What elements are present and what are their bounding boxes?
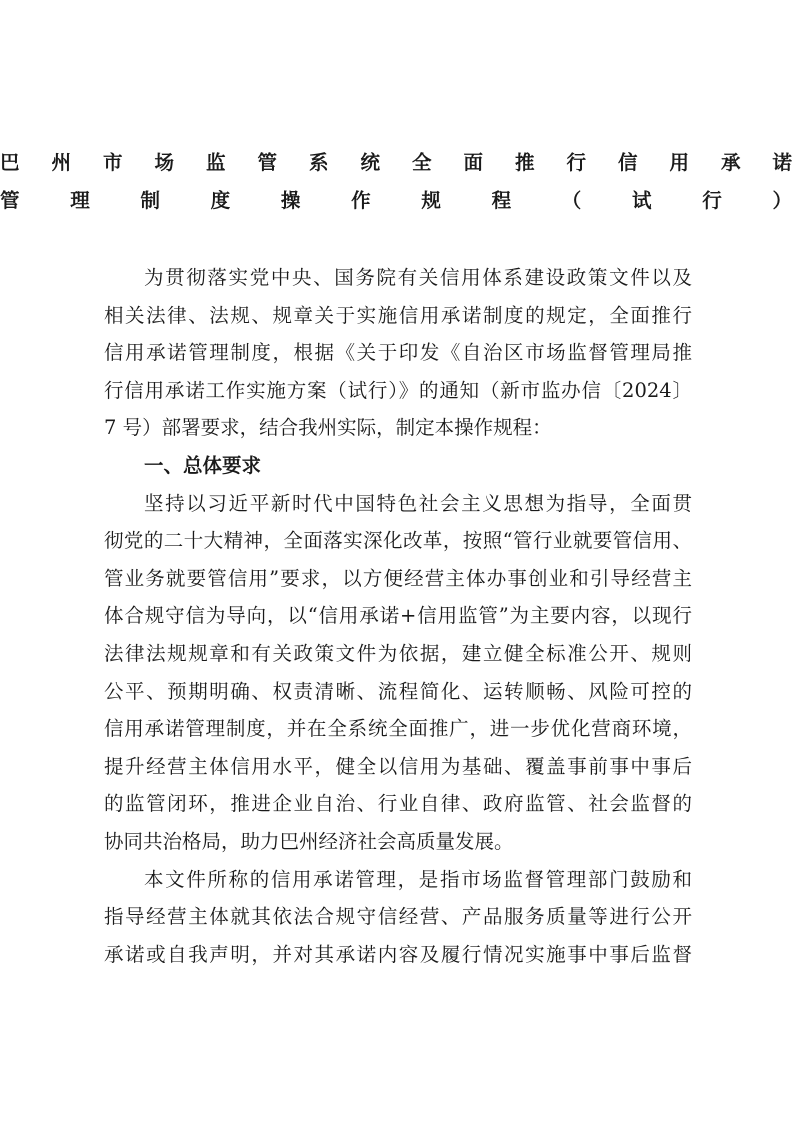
paragraph-line: 承诺或自我声明，并对其承诺内容及履行情况实施事中事后监督 <box>104 942 692 966</box>
title-line-1: 巴州市场监管系统全面推行信用承诺 <box>0 151 793 174</box>
paragraph-line: 提升经营主体信用水平，健全以信用为基础、覆盖事前事中事后 <box>104 754 692 778</box>
paragraph-general-requirements <box>104 485 692 861</box>
paragraph-line: 彻党的二十大精神，全面落实深化改革，按照“管行业就要管信用、 <box>104 529 692 553</box>
paragraph-line: 公平、预期明确、权责清晰、流程简化、运转顺畅、风险可控的 <box>104 679 692 703</box>
intro-paragraph <box>104 259 692 447</box>
document-body <box>104 259 692 973</box>
paragraph-line: 坚持以习近平新时代中国特色社会主义思想为指导，全面贯 <box>144 491 692 515</box>
paragraph-line: 的监管闭环，推进企业自治、行业自律、政府监管、社会监督的 <box>104 792 692 816</box>
paragraph-line: 指导经营主体就其依法合规守信经营、产品服务质量等进行公开 <box>104 905 692 929</box>
paragraph-definition <box>104 861 692 974</box>
document-title <box>0 144 793 219</box>
paragraph-line: 本文件所称的信用承诺管理，是指市场监督管理部门鼓励和 <box>144 867 692 891</box>
intro-line: 信用承诺管理制度，根据《关于印发《自治区市场监督管理局推 <box>104 341 692 365</box>
intro-line: 为贯彻落实党中央、国务院有关信用体系建设政策文件以及 <box>144 266 692 289</box>
paragraph-line: 法律法规规章和有关政策文件为依据，建立健全标准公开、规则 <box>104 641 692 665</box>
paragraph-line: 管业务就要管信用”要求，以方便经营主体办事创业和引导经营主 <box>104 566 692 590</box>
title-line-2: 管理制度操作规程（试行） <box>0 188 793 212</box>
paragraph-line: 体合规守信为导向，以“信用承诺+信用监管”为主要内容，以现行 <box>104 604 692 628</box>
paragraph-line: 协同共治格局，助力巴州经济社会高质量发展。 <box>104 829 514 853</box>
intro-line: 相关法律、法规、规章关于实施信用承诺制度的规定，全面推行 <box>104 303 692 327</box>
intro-line: 行信用承诺工作实施方案（试行）》的通知（新市监办信〔2024〕 <box>104 378 692 402</box>
paragraph-line: 信用承诺管理制度，并在全系统全面推广，进一步优化营商环境， <box>104 717 692 741</box>
section-heading: 一、总体要求 <box>144 453 262 477</box>
intro-line: 7 号）部署要求，结合我州实际，制定本操作规程： <box>104 416 552 440</box>
